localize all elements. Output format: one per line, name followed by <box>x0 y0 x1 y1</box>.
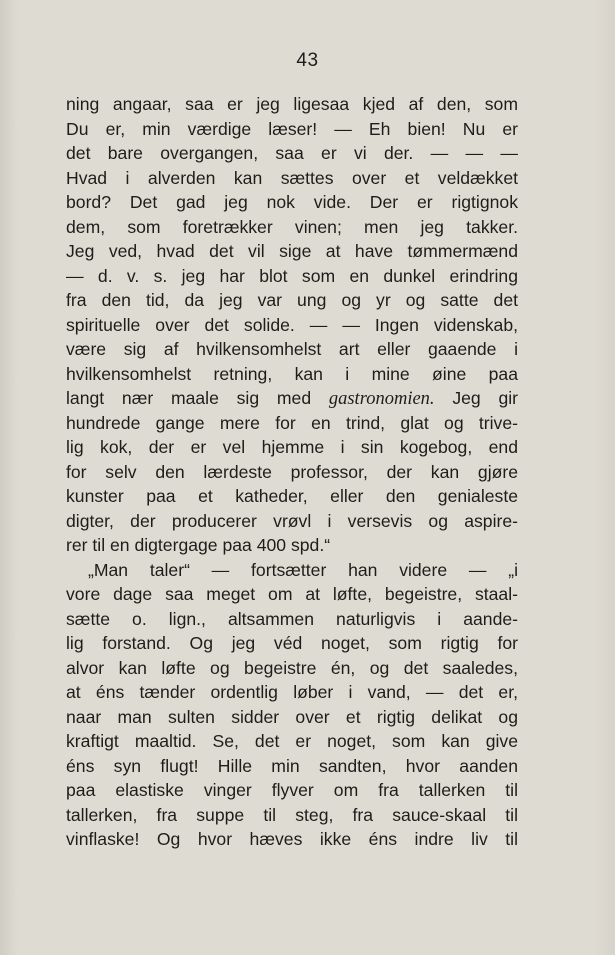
text-line: fra den tid, da jeg var ung og yr og satte det <box>66 290 518 310</box>
text-line: Du er, min værdige læser! — Eh bien! Nu er <box>66 118 518 139</box>
text-line: hvilkensomhelst retning, kan i mine øine paa <box>66 363 518 384</box>
text-segment: Jeg gir <box>434 388 518 408</box>
text-segment: langt nær maale sig med <box>66 388 329 408</box>
text-line: vinflaske! Og hvor hæves ikke éns indre liv til <box>66 829 518 849</box>
body-text <box>66 92 518 852</box>
text-line: for selv den lærdeste professor, der kan gjøre <box>66 461 518 482</box>
text-line: Hvad i alverden kan sættes over et veldækket <box>66 167 518 188</box>
text-line: hundrede gange mere for en trind, glat og trive- <box>66 412 518 433</box>
text-line: digter, der producerer vrøvl i versevis og aspire- <box>66 510 518 531</box>
text-line: paa elastiske vinger flyver om fra tallerken til <box>66 780 518 800</box>
page-number: 43 <box>296 50 319 71</box>
text-line: at éns tænder ordentlig løber i vand, — det er, <box>66 682 518 702</box>
text-line <box>66 386 518 411</box>
text-line: tallerken, fra suppe til steg, fra sauce-skaal til <box>66 804 518 825</box>
text-line: kraftigt maaltid. Se, det er noget, som kan give <box>66 731 518 751</box>
text-line: sætte o. lign., altsammen naturligvis i aande- <box>66 608 518 629</box>
text-line: éns syn flugt! Hille min sandten, hvor aanden <box>66 755 518 776</box>
text-line: vore dage saa meget om at løfte, begeistre, staal- <box>66 584 518 604</box>
text-line: kunster paa et katheder, eller den genialeste <box>66 486 518 506</box>
text-line: Jeg ved, hvad det vil sige at have tømmermænd <box>66 241 518 261</box>
text-line: — d. v. s. jeg har blot som en dunkel erindring <box>66 265 518 286</box>
text-line: naar man sulten sidder over et rigtig delikat og <box>66 706 518 727</box>
text-line: „Man taler“ — fortsætter han videre — „i <box>88 559 518 580</box>
text-line: lig kok, der er vel hjemme i sin kogebog, end <box>66 437 518 457</box>
text-line: ning angaar, saa er jeg ligesaa kjed af den, som <box>66 94 518 114</box>
text-line: det bare overgangen, saa er vi der. — — — <box>66 143 518 163</box>
text-line: alvor kan løfte og begeistre én, og det saaledes, <box>66 657 518 678</box>
text-line: bord? Det gad jeg nok vide. Der er rigtignok <box>66 192 518 212</box>
text-line: dem, som foretrækker vinen; men jeg takker. <box>66 216 518 237</box>
emphasized-word: gastronomien. <box>328 389 435 409</box>
text-line: være sig af hvilkensomhelst art eller gaaende i <box>66 339 518 359</box>
text-line: rer til en digtergage paa 400 spd.“ <box>66 535 331 555</box>
text-line: lig forstand. Og jeg véd noget, som rigtig for <box>66 633 518 653</box>
text-line: spirituelle over det solide. — — Ingen videnskab, <box>66 314 518 335</box>
